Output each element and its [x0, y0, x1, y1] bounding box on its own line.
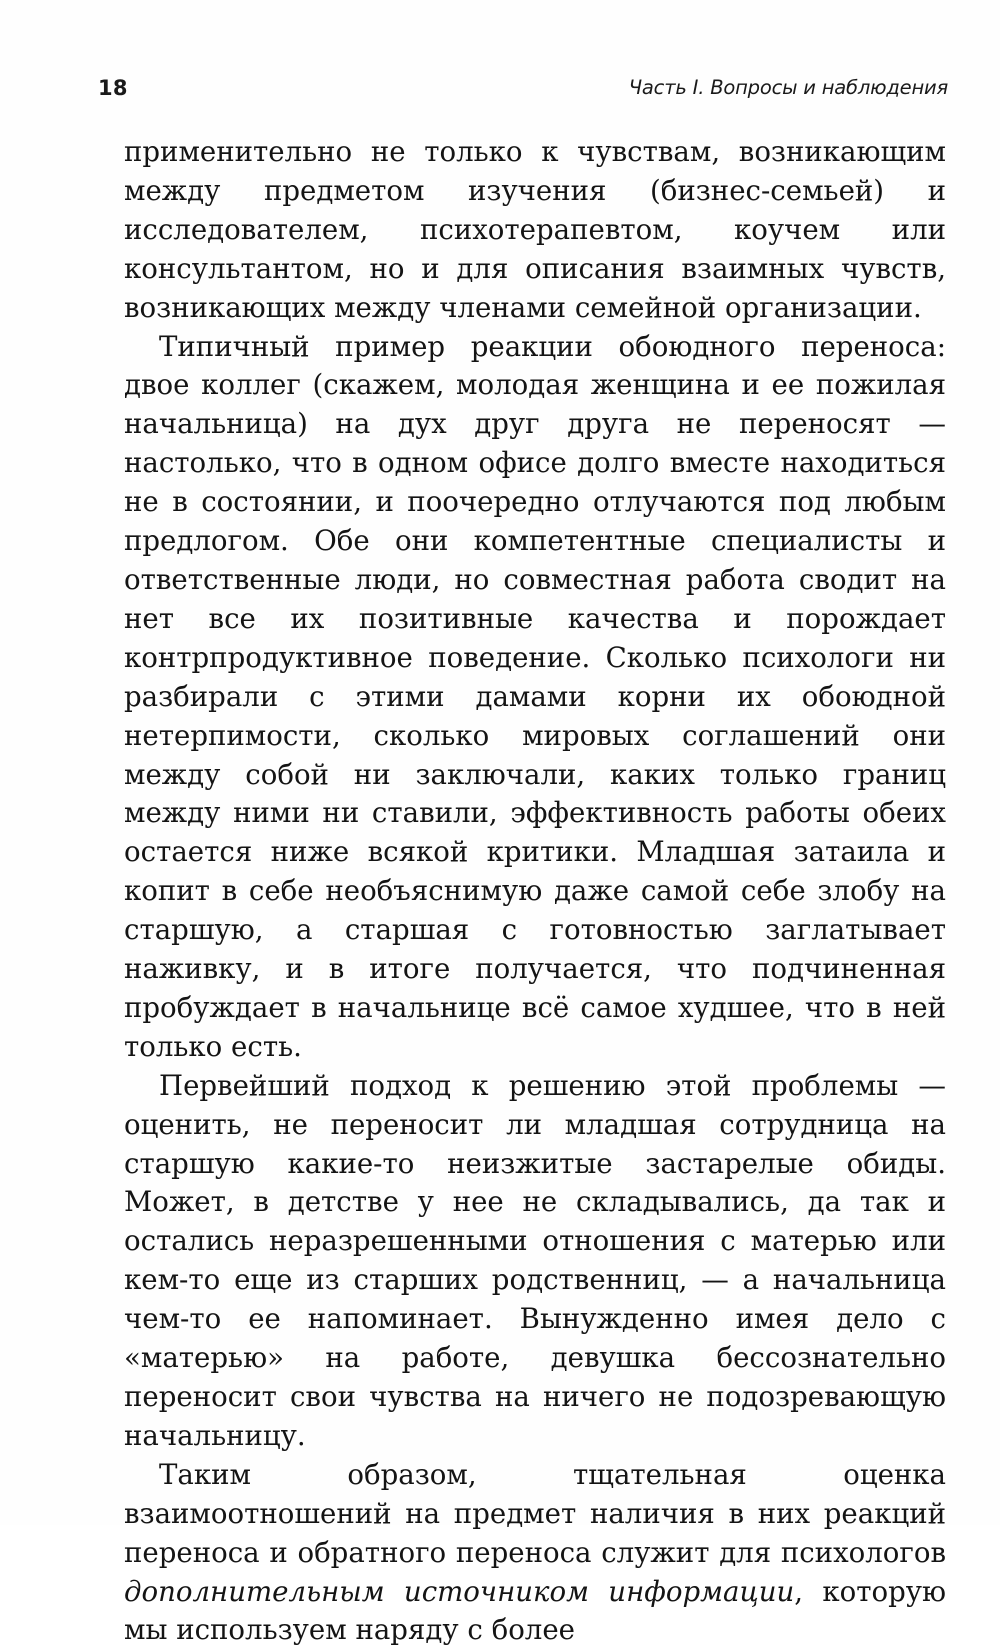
paragraph-4-italic: дополнительным источником информации — [124, 1574, 795, 1608]
paragraph-4-start: Таким образом, тщательная оценка взаимоотношений на предмет наличия в них реакций переноса и обратного переноса служит для психологов — [124, 1457, 946, 1569]
paragraph-4 — [124, 1456, 946, 1650]
body-text — [124, 133, 946, 1650]
running-head: Часть I. Вопросы и наблюдения — [628, 76, 948, 99]
paragraph-3: Первейший подход к решению этой проблемы — оценить, не переносит ли младшая сотрудница на старшую какие-то неизжитые застарелые обиды. Может, в детстве у нее не складывались, да так и остались неразрешенными отношения с матерью или кем-то еще из старших родственниц, — а начальница чем-то ее напоминает. Вынужденно имея дело с «матерью» на работе, девушка бессознательно переносит свои чувства на ничего не подозревающую начальницу. — [124, 1068, 946, 1452]
page-number: 18 — [98, 76, 128, 100]
paragraph-4-end: , которую мы используем наряду с более — [124, 1574, 946, 1647]
paragraph-2: Типичный пример реакции обоюдного переноса: двое коллег (скажем, молодая женщина и ее пожилая начальница) на дух друг друга не переносят — настолько, что в одном офисе долго вместе находиться не в состоянии, и поочередно отлучаются под любым предлогом. Обе они компетентные специалисты и ответственные люди, но совместная работа сводит на нет все их позитивные качества и порождает контрпродуктивное поведение. Сколько психологи ни разбирали с этими дамами корни их обоюдной нетерпимости, сколько мировых соглашений они между собой ни заключали, каких только границ между ними ни ставили, эффективность работы обеих остается ниже всякой критики. Младшая затаила и копит в себе необъяснимую даже самой себе злобу на старшую, а старшая с готовностью заглатывает наживку, и в итоге получается, что подчиненная пробуждает в начальнице всё самое худшее, что в ней только есть. — [124, 329, 946, 1063]
page-header — [98, 76, 948, 106]
paragraph-1: применительно не только к чувствам, возникающим между предметом изучения (бизнес-семьей) и исследователем, психотерапевтом, коучем или консультантом, но и для описания взаимных чувств, возникающих между членами семейной организации. — [124, 135, 946, 324]
